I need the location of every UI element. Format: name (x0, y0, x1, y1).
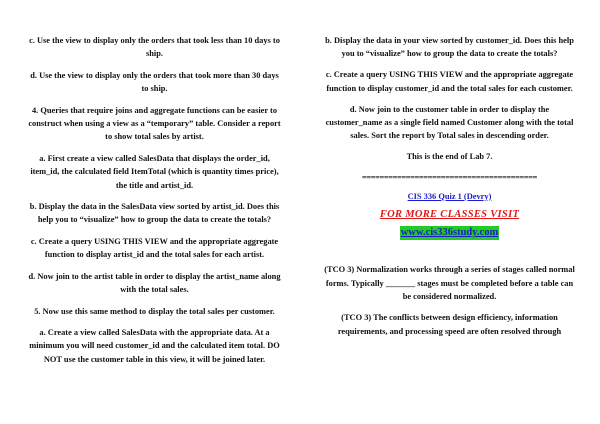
lab-step-3d: d. Use the view to display only the orders that took more than 30 days to ship. (30, 70, 279, 94)
separator-line: ======================================== (362, 173, 537, 183)
lab-step-5c: c. Create a query USING THIS VIEW and the appropriate aggregate function to display customer_id and the total sales for each customer. (325, 70, 574, 93)
lab-step-4c: c. Create a query USING THIS VIEW and the appropriate aggregate function to display artist_id and the total sales for each artist. (30, 236, 279, 260)
quiz-link[interactable]: CIS 336 Quiz 1 (Devry) (407, 191, 492, 201)
end-of-lab-text: This is the end of Lab 7. (406, 152, 493, 162)
lab-step-5: 5. Now use this same method to display the total sales per customer. (34, 306, 275, 316)
lab-step-5a: a. Create a view called SalesData with the appropriate data. At a minimum you will need customer_id and the calculated item total. DO NOT use the customer table in this view, it will be joined later. (29, 327, 280, 364)
promo-text: FOR MORE CLASSES VISIT (379, 209, 520, 221)
website-link[interactable]: www.cis336study.com (400, 227, 499, 239)
lab-step-3c: c. Use the view to display only the orders that took less than 10 days to ship. (29, 36, 280, 59)
lab-step-4a: a. First create a view called SalesData that displays the order_id, item_id, the calculated field ItemTotal (which is quantity times price), the title and artist_id. (30, 153, 279, 190)
lab-step-5d: d. Now join to the customer table in order to display the customer_name as a single field named Customer along with the total sales. Sort the report by Total sales in descending order. (325, 104, 574, 141)
right-column (321, 34, 578, 345)
lab-step-4: 4. Queries that require joins and aggregate functions can be easier to construct when using a view as a “temporary” table. Consider a report to show total sales by artist. (28, 105, 281, 142)
lab-step-4d: d. Now join to the artist table in order to display the artist_name along with the total sales. (28, 271, 281, 295)
spacer (321, 247, 578, 263)
lab-step-5b: b. Display the data in your view sorted by customer_id. Does this help you to “visualize” how to group the data to create the totals? (325, 36, 574, 59)
quiz-question-1: (TCO 3) Normalization works through a series of stages called normal forms. Typically _______ stages must be completed before a table can be considered normalized. (324, 265, 575, 302)
quiz-question-2: (TCO 3) The conflicts between design efficiency, information requirements, and processing speed are often resolved through (337, 313, 562, 336)
left-column (27, 34, 282, 374)
lab-step-4b: b. Display the data in the SalesData view sorted by artist_id. Does this help you to “visualize” how to group the data to create the totals? (29, 202, 280, 225)
